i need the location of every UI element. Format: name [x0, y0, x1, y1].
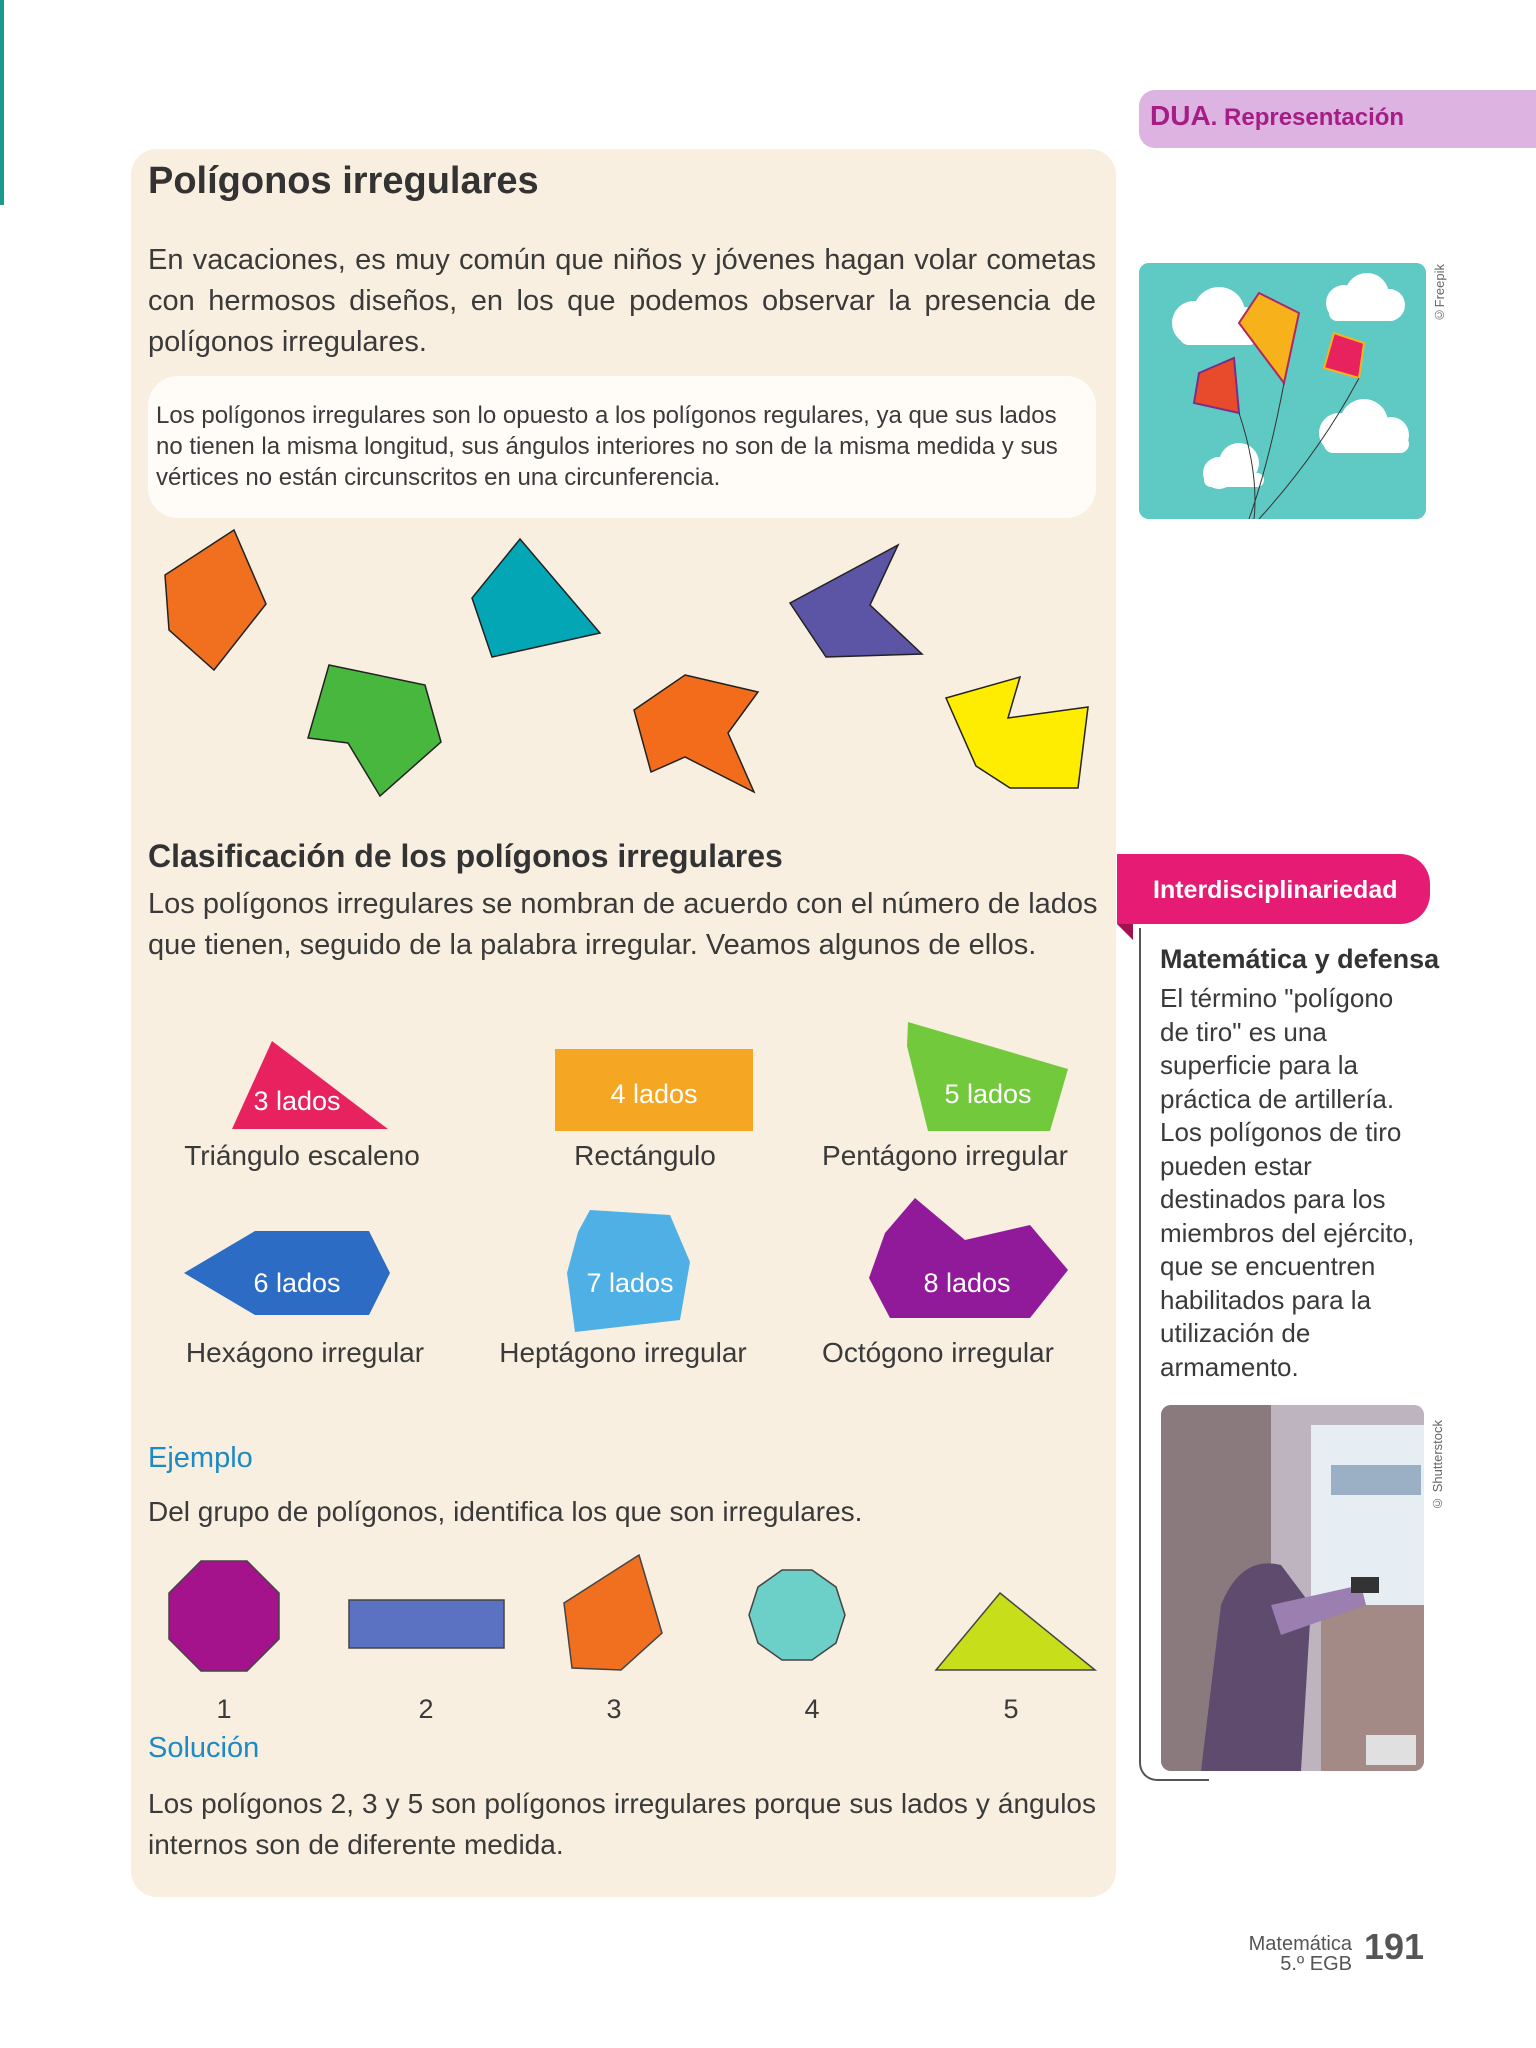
rectangle-caption: Rectángulo [574, 1140, 716, 1171]
solution-text: Los polígonos 2, 3 y 5 son polígonos irregulares porque sus lados y ángulos internos son de diferente medida. [148, 1788, 1096, 1860]
pentagon-sides-label: 5 lados [944, 1079, 1032, 1109]
example-number-3: 3 [606, 1694, 622, 1724]
example-shapes [131, 1545, 1116, 1675]
example-number-5: 5 [1003, 1694, 1019, 1724]
kites-illustration [1139, 263, 1426, 519]
hexagon-sides-label: 6 lados [253, 1268, 341, 1298]
yellow-polygon [946, 677, 1088, 788]
orange-arrow-polygon [634, 675, 758, 792]
page-number: 191 [1364, 1926, 1425, 1967]
dua-rest: . Representación [1210, 104, 1405, 131]
octagon-caption: Octógono irregular [822, 1337, 1054, 1368]
sidebar-box-title: Matemática y defensa [1160, 944, 1440, 974]
tab-fold [1117, 924, 1133, 940]
dua-strong: DUA [1150, 100, 1211, 131]
footer-subject [1222, 1934, 1352, 1974]
example-prompt: Del grupo de polígonos, identifica los que son irregulares. [148, 1496, 863, 1527]
rectangle-sides-label: 4 lados [610, 1079, 698, 1109]
definition-text: Los polígonos irregulares son lo opuesto a los polígonos regulares, ya que sus lados no tienen la misma longitud, sus ángulos interiores no son de la misma medida y sus vértices no están circunscritos en una circunferencia. [156, 402, 1058, 491]
example-decagon [749, 1570, 845, 1660]
dua-heading [1150, 100, 1404, 132]
example-number-2: 2 [418, 1694, 434, 1724]
classification-heading: Clasificación de los polígonos irregulares [148, 838, 783, 874]
page-title: Polígonos irregulares [148, 160, 539, 202]
octagon-sides-label: 8 lados [923, 1268, 1011, 1298]
irregular-polygons-illustration [131, 520, 1116, 810]
example-number-4: 4 [804, 1694, 820, 1724]
classification-intro: Los polígonos irregulares se nombran de acuerdo con el número de lados que tienen, seguido de la palabra irregular. Veamos algunos de ellos. [148, 888, 1098, 961]
sidebar-border-line [1139, 928, 1141, 1763]
kite-credit: ©Freepik [1432, 264, 1447, 323]
interdisciplinary-label: Interdisciplinariedad [1153, 876, 1398, 904]
example-pentagon [564, 1555, 662, 1670]
shooting-range-photo [1161, 1405, 1424, 1771]
shooting-range-drawing [1161, 1405, 1424, 1771]
heptagon-caption: Heptágono irregular [499, 1337, 747, 1368]
purple-polygon [790, 545, 922, 657]
photo-credit: © Shutterstock [1430, 1420, 1445, 1511]
orange-polygon [165, 530, 266, 670]
octagon-shape [869, 1198, 1068, 1318]
solution-label: Solución [148, 1732, 260, 1764]
triangle-sides-label: 3 lados [253, 1086, 341, 1116]
heptagon-sides-label: 7 lados [586, 1268, 674, 1298]
intro-paragraph: En vacaciones, es muy común que niños y jóvenes hagan volar cometas con hermosos diseños, en los que podemos observar la presencia de polígonos irregulares. [148, 244, 1096, 358]
triangle-caption: Triángulo escaleno [184, 1140, 420, 1171]
pentagon-shape [907, 1022, 1068, 1131]
example-octagon [169, 1561, 279, 1671]
page-edge-stripe [0, 0, 4, 205]
teal-polygon [472, 539, 600, 657]
pentagon-caption: Pentágono irregular [822, 1140, 1068, 1171]
example-rectangle [349, 1600, 504, 1648]
example-triangle [936, 1593, 1095, 1670]
hexagon-caption: Hexágono irregular [185, 1337, 425, 1368]
footer-subject-name: Matemática [1248, 1933, 1352, 1955]
example-number-1: 1 [216, 1694, 232, 1724]
example-label: Ejemplo [148, 1442, 253, 1474]
green-polygon [308, 665, 441, 796]
kites-drawing [1139, 263, 1426, 519]
footer-grade: 5.º EGB [1280, 1953, 1352, 1975]
sidebar-box-text: El término "polígono de tiro" es una superficie para la práctica de artillería. Los polígonos de tiro pueden estar destinados para los miembros del ejército, que se encuentren habilitados para la utilización de armamento. [1160, 983, 1415, 1382]
